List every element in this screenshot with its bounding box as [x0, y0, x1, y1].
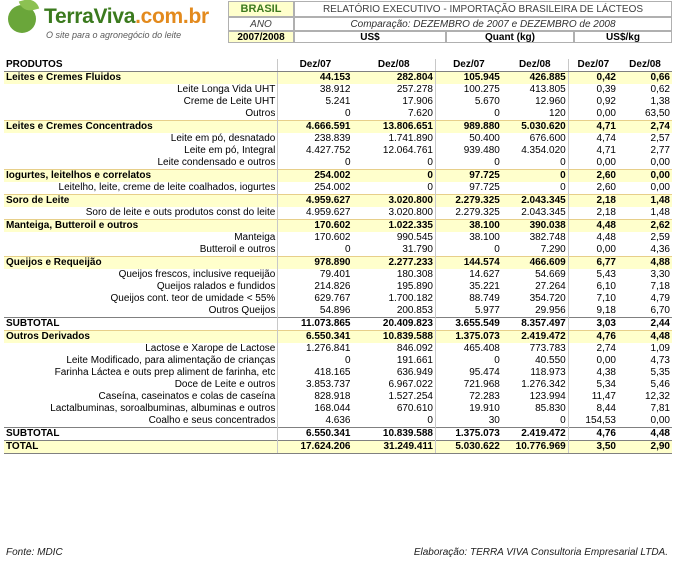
- item-row: [4, 157, 672, 170]
- row-label: Leite Modificado, para alimentação de crianças: [66, 355, 276, 366]
- row-label: Caseína, caseinatos e colas de caseína: [98, 391, 276, 402]
- cell-value: 254.002: [278, 170, 353, 183]
- item-row: [4, 281, 672, 293]
- row-label: Lactalbuminas, soroalbuminas, albuminas e outros: [50, 403, 276, 414]
- cell-value: 6,70: [650, 305, 670, 316]
- cell-value: 0: [560, 415, 566, 426]
- item-row: [4, 207, 672, 220]
- column-header: PRODUTOS: [4, 59, 278, 72]
- column-header: Dez/07: [435, 59, 501, 72]
- cell-value: 27.264: [535, 281, 566, 292]
- credit-note: Elaboração: TERRA VIVA Consultoria Empresarial LTDA.: [413, 547, 668, 558]
- cell-value: 97.725: [435, 170, 501, 183]
- cell-value: 38.912: [278, 84, 353, 96]
- cell-value: 989.880: [435, 121, 501, 134]
- cell-value: 5,46: [650, 379, 670, 390]
- cell-value: 5.241: [278, 96, 353, 108]
- cell-value: 2.419.472: [502, 331, 568, 344]
- cell-value: 1.276.841: [278, 343, 353, 355]
- cell-value: 14.627: [435, 269, 501, 281]
- cell-value: 100.275: [435, 84, 501, 96]
- cell-value: 19.910: [435, 403, 501, 415]
- cell-value: 6.967.022: [388, 379, 433, 390]
- cell-value: 154,53: [568, 415, 618, 428]
- item-row: [4, 293, 672, 305]
- price-per-kg-group-header: US$/kg: [574, 31, 672, 43]
- cell-value: 3.853.737: [278, 379, 353, 391]
- cell-value: 0,42: [568, 72, 618, 85]
- cell-value: 0: [278, 108, 353, 121]
- cell-value: 7,81: [650, 403, 670, 414]
- cell-value: 828.918: [278, 391, 353, 403]
- cell-value: 6,77: [568, 257, 618, 270]
- cell-value: 4,48: [618, 428, 672, 441]
- cell-value: 0,00: [568, 157, 618, 170]
- cell-value: 120: [549, 108, 566, 119]
- cell-value: 12,32: [644, 391, 670, 402]
- cell-value: 5.030.622: [435, 441, 501, 454]
- cell-value: 123.994: [529, 391, 566, 402]
- row-label: Queijos ralados e fundidos: [156, 281, 276, 292]
- cell-value: 0,00: [568, 108, 618, 121]
- cell-value: 4.959.627: [278, 207, 353, 220]
- cell-value: 1.375.073: [435, 428, 501, 441]
- category-row: [4, 257, 672, 270]
- row-label: Outros: [245, 108, 276, 119]
- cell-value: 63,50: [644, 108, 670, 119]
- cell-value: 31.249.411: [353, 441, 436, 454]
- cell-value: 846.092: [396, 343, 433, 354]
- row-label: Soro de Leite: [4, 195, 278, 208]
- cell-value: 95.474: [435, 367, 501, 379]
- item-row: [4, 108, 672, 121]
- subtotal-row: [4, 318, 672, 331]
- cell-value: 79.401: [278, 269, 353, 281]
- category-row: [4, 331, 672, 344]
- cell-value: 3.020.800: [353, 195, 436, 208]
- report-title: RELATÓRIO EXECUTIVO - IMPORTAÇÃO BRASILEIRA DE LÁCTEOS: [294, 1, 672, 17]
- row-label: Lactose e Xarope de Lactose: [145, 343, 276, 354]
- cell-value: 676.600: [529, 133, 566, 144]
- row-label: Creme de Leite UHT: [183, 96, 276, 107]
- cell-value: 38.100: [435, 232, 501, 244]
- cell-value: 0: [427, 182, 433, 193]
- cell-value: 0,39: [568, 84, 618, 96]
- cell-value: 4.636: [278, 415, 353, 428]
- cell-value: 382.748: [529, 232, 566, 243]
- cell-value: 4,74: [568, 133, 618, 145]
- cell-value: 105.945: [435, 72, 501, 85]
- cell-value: 1.700.182: [388, 293, 433, 304]
- cell-value: 4,48: [568, 220, 618, 233]
- year-label: ANO: [228, 17, 294, 31]
- cell-value: 0,00: [568, 244, 618, 257]
- cell-value: 6,10: [568, 281, 618, 293]
- cell-value: 4,73: [650, 355, 670, 366]
- cell-value: 54.669: [535, 269, 566, 280]
- item-row: [4, 415, 672, 428]
- row-label: Queijos frescos, inclusive requeijão: [118, 269, 276, 280]
- column-header: Dez/08: [502, 59, 568, 72]
- cell-value: 5.670: [435, 96, 501, 108]
- cell-value: 2,18: [568, 207, 618, 220]
- cell-value: 3.020.800: [388, 207, 433, 218]
- row-label: Butteroil e outros: [199, 244, 276, 255]
- cell-value: 20.409.823: [353, 318, 436, 331]
- item-row: [4, 96, 672, 108]
- cell-value: 35.221: [435, 281, 501, 293]
- cell-value: 17.906: [402, 96, 433, 107]
- cell-value: 1.741.890: [388, 133, 433, 144]
- cell-value: 413.805: [529, 84, 566, 95]
- report-header: [2, 1, 672, 43]
- cell-value: 0: [278, 355, 353, 367]
- cell-value: 4,48: [568, 232, 618, 244]
- cell-value: 195.890: [396, 281, 433, 292]
- cell-value: 0: [502, 170, 568, 183]
- item-row: [4, 244, 672, 257]
- cell-value: 2,57: [650, 133, 670, 144]
- cell-value: 144.574: [435, 257, 501, 270]
- cell-value: 0,00: [650, 157, 670, 168]
- cell-value: 30: [435, 415, 501, 428]
- cell-value: 6.550.341: [278, 428, 353, 441]
- cell-value: 1,48: [618, 195, 672, 208]
- row-label: Outros Derivados: [4, 331, 278, 344]
- item-row: [4, 84, 672, 96]
- cell-value: 0: [560, 182, 566, 193]
- cell-value: 4,36: [650, 244, 670, 255]
- cell-value: 50.400: [435, 133, 501, 145]
- cell-value: 12.960: [535, 96, 566, 107]
- cell-value: 0,00: [650, 415, 670, 426]
- cell-value: 5.030.620: [502, 121, 568, 134]
- cell-value: 7.620: [407, 108, 433, 119]
- cell-value: 466.609: [502, 257, 568, 270]
- cell-value: 13.806.651: [353, 121, 436, 134]
- cell-value: 8,44: [568, 403, 618, 415]
- cell-value: 4,76: [568, 331, 618, 344]
- cell-value: 0: [560, 157, 566, 168]
- cell-value: 1.375.073: [435, 331, 501, 344]
- total-row: [4, 441, 672, 454]
- cell-value: 118.973: [530, 367, 566, 378]
- category-row: [4, 220, 672, 233]
- cell-value: 465.408: [435, 343, 501, 355]
- row-label: Leites e Cremes Concentrados: [4, 121, 278, 134]
- cell-value: 0: [353, 170, 436, 183]
- cell-value: 418.165: [278, 367, 353, 379]
- cell-value: 0: [427, 157, 433, 168]
- quantity-group-header: Quant (kg): [446, 31, 574, 43]
- cell-value: 0: [435, 355, 501, 367]
- item-row: [4, 232, 672, 244]
- item-row: [4, 355, 672, 367]
- row-label: Soro de leite e outs produtos const do leite: [85, 207, 276, 218]
- row-label: SUBTOTAL: [4, 318, 278, 331]
- row-label: Leitelho, leite, creme de leite coalhados, iogurtes: [58, 182, 276, 193]
- cell-value: 0: [278, 244, 353, 257]
- cell-value: 0,00: [618, 170, 672, 183]
- item-row: [4, 133, 672, 145]
- logo-tagline: O site para o agronegócio do leite: [46, 30, 182, 40]
- cell-value: 2,44: [618, 318, 672, 331]
- cell-value: 72.283: [435, 391, 501, 403]
- item-row: [4, 269, 672, 281]
- cell-value: 0: [278, 157, 353, 170]
- cell-value: 54.896: [278, 305, 353, 318]
- cell-value: 7,18: [650, 281, 670, 292]
- cell-value: 4,71: [568, 145, 618, 157]
- cell-value: 978.890: [278, 257, 353, 270]
- source-note: Fonte: MDIC: [6, 547, 63, 558]
- cell-value: 17.624.206: [278, 441, 353, 454]
- terraviva-logo[interactable]: [4, 3, 226, 41]
- row-label: Queijos e Requeijão: [4, 257, 278, 270]
- cell-value: 2,62: [618, 220, 672, 233]
- report-footer: [6, 547, 668, 558]
- cell-value: 12.064.761: [382, 145, 433, 156]
- cell-value: 4.427.752: [278, 145, 353, 157]
- cell-value: 257.278: [396, 84, 433, 95]
- category-row: [4, 170, 672, 183]
- cell-value: 191.661: [396, 355, 433, 366]
- cell-value: 1,38: [650, 96, 670, 107]
- cell-value: 4,48: [618, 331, 672, 344]
- item-row: [4, 305, 672, 318]
- cell-value: 10.776.969: [502, 441, 568, 454]
- us-dollar-group-header: US$: [294, 31, 446, 43]
- column-header-row: [4, 59, 672, 72]
- cell-value: 1.276.342: [521, 379, 566, 390]
- cell-value: 2,59: [650, 232, 670, 243]
- cell-value: 170.602: [278, 220, 353, 233]
- cell-value: 721.968: [435, 379, 501, 391]
- row-label: TOTAL: [4, 441, 278, 454]
- cell-value: 238.839: [278, 133, 353, 145]
- item-row: [4, 379, 672, 391]
- row-label: Leite em pó, Integral: [184, 145, 276, 156]
- cell-value: 85.830: [535, 403, 566, 414]
- cell-value: 0,92: [568, 96, 618, 108]
- cell-value: 2,60: [568, 170, 618, 183]
- item-row: [4, 367, 672, 379]
- row-label: Outros Queijos: [208, 305, 276, 316]
- cell-value: 5,43: [568, 269, 618, 281]
- cell-value: 200.853: [396, 305, 433, 316]
- report-page: [2, 1, 672, 564]
- cell-value: 6.550.341: [278, 331, 353, 344]
- cell-value: 4,88: [618, 257, 672, 270]
- row-label: Queijos cont. teor de umidade < 55%: [110, 293, 276, 304]
- cell-value: 2.277.233: [353, 257, 436, 270]
- cell-value: 1.527.254: [388, 391, 433, 402]
- cell-value: 354.720: [529, 293, 566, 304]
- cell-value: 44.153: [278, 72, 353, 85]
- cell-value: 0,62: [650, 84, 670, 95]
- cell-value: 3,30: [650, 269, 670, 280]
- cell-value: 2,77: [650, 145, 670, 156]
- cell-value: 2.279.325: [435, 207, 501, 220]
- cell-value: 1.022.335: [353, 220, 436, 233]
- cell-value: 38.100: [435, 220, 501, 233]
- category-row: [4, 195, 672, 208]
- cell-value: 0: [435, 244, 501, 257]
- country-label: BRASIL: [228, 1, 294, 17]
- cell-value: 0: [435, 108, 501, 121]
- cell-value: 5,34: [568, 379, 618, 391]
- cell-value: 4.666.591: [278, 121, 353, 134]
- header-grid: [228, 1, 672, 43]
- row-label: Manteiga: [234, 232, 276, 243]
- period-label: 2007/2008: [228, 31, 294, 43]
- cell-value: 3.655.549: [435, 318, 501, 331]
- table-body: [4, 59, 672, 454]
- cell-value: 3,03: [568, 318, 618, 331]
- row-label: Leite em pó, desnatado: [170, 133, 276, 144]
- cell-value: 5.977: [435, 305, 501, 318]
- comparison-label: Comparação: DEZEMBRO de 2007 e DEZEMBRO de 2008: [294, 17, 672, 31]
- row-label: Leite condensado e outros: [157, 157, 276, 168]
- cell-value: 2,74: [618, 121, 672, 134]
- cell-value: 8.357.497: [502, 318, 568, 331]
- cell-value: 214.826: [278, 281, 353, 293]
- cell-value: 7.290: [540, 244, 566, 255]
- cell-value: 4.354.020: [521, 145, 566, 156]
- cell-value: 31.790: [402, 244, 433, 255]
- cell-value: 2.419.472: [502, 428, 568, 441]
- column-header: Dez/07: [278, 59, 353, 72]
- cell-value: 390.038: [502, 220, 568, 233]
- leaf-globe-icon: [8, 5, 36, 33]
- subtotal-row: [4, 428, 672, 441]
- cell-value: 0,66: [618, 72, 672, 85]
- category-row: [4, 121, 672, 134]
- cell-value: 636.949: [396, 367, 433, 378]
- cell-value: 939.480: [435, 145, 501, 157]
- cell-value: 254.002: [278, 182, 353, 195]
- cell-value: 29.956: [535, 305, 566, 316]
- cell-value: 1,09: [650, 343, 670, 354]
- item-row: [4, 343, 672, 355]
- cell-value: 2.043.345: [521, 207, 566, 218]
- cell-value: 11,47: [568, 391, 618, 403]
- cell-value: 990.545: [396, 232, 433, 243]
- row-label: Leites e Cremes Fluidos: [4, 72, 278, 85]
- column-header: Dez/08: [618, 59, 672, 72]
- item-row: [4, 145, 672, 157]
- cell-value: 10.839.588: [353, 331, 436, 344]
- item-row: [4, 403, 672, 415]
- cell-value: 0: [435, 157, 501, 170]
- cell-value: 1,48: [650, 207, 670, 218]
- category-row: [4, 72, 672, 85]
- row-label: Farinha Láctea e outs prep aliment de farinha, etc: [54, 367, 276, 378]
- cell-value: 282.804: [353, 72, 436, 85]
- cell-value: 629.767: [278, 293, 353, 305]
- cell-value: 40.550: [535, 355, 566, 366]
- cell-value: 0,00: [568, 355, 618, 367]
- cell-value: 0: [427, 415, 433, 426]
- cell-value: 2,60: [568, 182, 618, 195]
- cell-value: 4,79: [650, 293, 670, 304]
- column-header: Dez/08: [353, 59, 436, 72]
- cell-value: 7,10: [568, 293, 618, 305]
- cell-value: 170.602: [278, 232, 353, 244]
- logo-name: TerraViva.com.br: [44, 5, 209, 28]
- cell-value: 97.725: [435, 182, 501, 195]
- cell-value: 88.749: [435, 293, 501, 305]
- cell-value: 168.044: [278, 403, 353, 415]
- cell-value: 670.610: [396, 403, 433, 414]
- cell-value: 2,18: [568, 195, 618, 208]
- cell-value: 5,35: [650, 367, 670, 378]
- row-label: Iogurtes, leitelhos e correlatos: [4, 170, 278, 183]
- item-row: [4, 182, 672, 195]
- item-row: [4, 391, 672, 403]
- cell-value: 2.279.325: [435, 195, 501, 208]
- row-label: SUBTOTAL: [4, 428, 278, 441]
- cell-value: 0,00: [650, 182, 670, 193]
- cell-value: 11.073.865: [278, 318, 353, 331]
- cell-value: 180.308: [396, 269, 433, 280]
- cell-value: 4,38: [568, 367, 618, 379]
- cell-value: 4,71: [568, 121, 618, 134]
- cell-value: 4.959.627: [278, 195, 353, 208]
- cell-value: 4,76: [568, 428, 618, 441]
- row-label: Coalho e seus concentrados: [148, 415, 276, 426]
- column-header: Dez/07: [568, 59, 618, 72]
- cell-value: 2.043.345: [502, 195, 568, 208]
- cell-value: 3,50: [568, 441, 618, 454]
- cell-value: 9,18: [568, 305, 618, 318]
- row-label: Doce de Leite e outros: [174, 379, 276, 390]
- cell-value: 773.783: [529, 343, 566, 354]
- cell-value: 2,74: [568, 343, 618, 355]
- imports-table: [4, 59, 672, 454]
- cell-value: 2,90: [618, 441, 672, 454]
- row-label: Manteiga, Butteroil e outros: [4, 220, 278, 233]
- cell-value: 426.885: [502, 72, 568, 85]
- row-label: Leite Longa Vida UHT: [177, 84, 276, 95]
- cell-value: 10.839.588: [353, 428, 436, 441]
